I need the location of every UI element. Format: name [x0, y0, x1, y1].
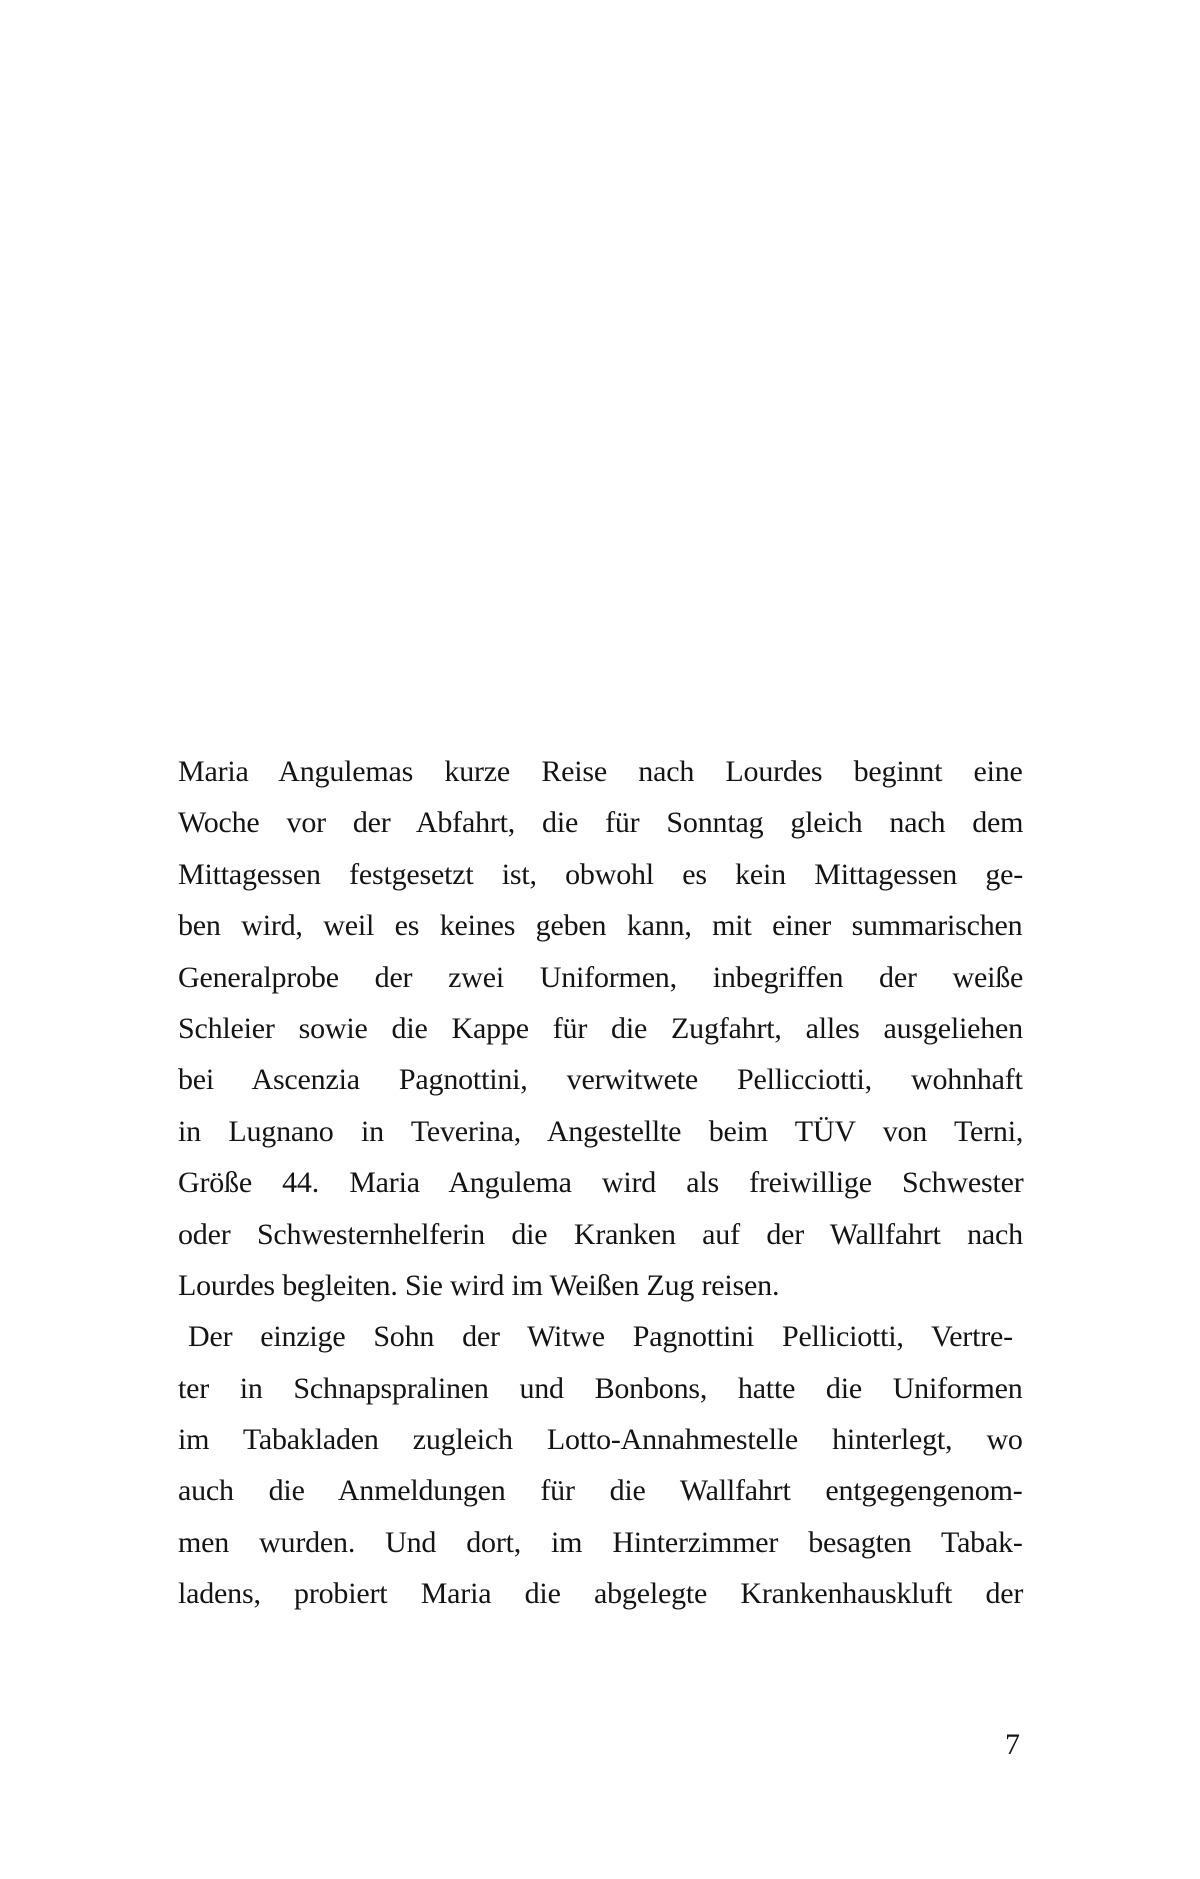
text-line: oder Schwesternhelferin die Kranken auf der Wallfahrt nach: [178, 1217, 1023, 1251]
text-line: ben wird, weil es keines geben kann, mit einer summarischen: [178, 909, 1023, 943]
text-line: in Lugnano in Teverina, Angestellte beim TÜV von Terni,: [178, 1114, 1024, 1148]
text-line: men wurden. Und dort, im Hinterzimmer besagten Tabak-: [178, 1525, 1023, 1559]
text-line: Schleier sowie die Kappe für die Zugfahrt, alles ausgeliehen: [178, 1011, 1023, 1045]
paragraph-1: [178, 746, 1023, 1311]
text-line: Mittagessen festgesetzt ist, obwohl es kein Mittagessen ge-: [178, 857, 1024, 891]
text-line: Lourdes begleiten. Sie wird im Weißen Zug reisen.: [178, 1268, 780, 1302]
text-line: Der einzige Sohn der Witwe Pagnottini Pelliciotti, Vertre-: [188, 1320, 1013, 1354]
body-text: [178, 746, 1023, 1620]
text-line: auch die Anmeldungen für die Wallfahrt entgegengenom-: [178, 1474, 1023, 1508]
paragraph-2: [178, 1311, 1023, 1619]
text-line: Woche vor der Abfahrt, die für Sonntag gleich nach dem: [178, 806, 1024, 840]
text-line: ter in Schnapspralinen und Bonbons, hatte die Uniformen: [178, 1371, 1023, 1405]
text-line: Größe 44. Maria Angulema wird als freiwillige Schwester: [178, 1166, 1024, 1200]
text-line: ladens, probiert Maria die abgelegte Krankenhauskluft der: [178, 1577, 1024, 1611]
text-line: bei Ascenzia Pagnottini, verwitwete Pellicciotti, wohnhaft: [178, 1063, 1023, 1097]
page-number: 7: [1005, 1728, 1020, 1761]
text-line: im Tabakladen zugleich Lotto-Annahmestelle hinterlegt, wo: [178, 1423, 1023, 1457]
text-line: Generalprobe der zwei Uniformen, inbegriffen der weiße: [178, 960, 1024, 994]
text-line: Maria Angulemas kurze Reise nach Lourdes beginnt eine: [178, 755, 1023, 788]
